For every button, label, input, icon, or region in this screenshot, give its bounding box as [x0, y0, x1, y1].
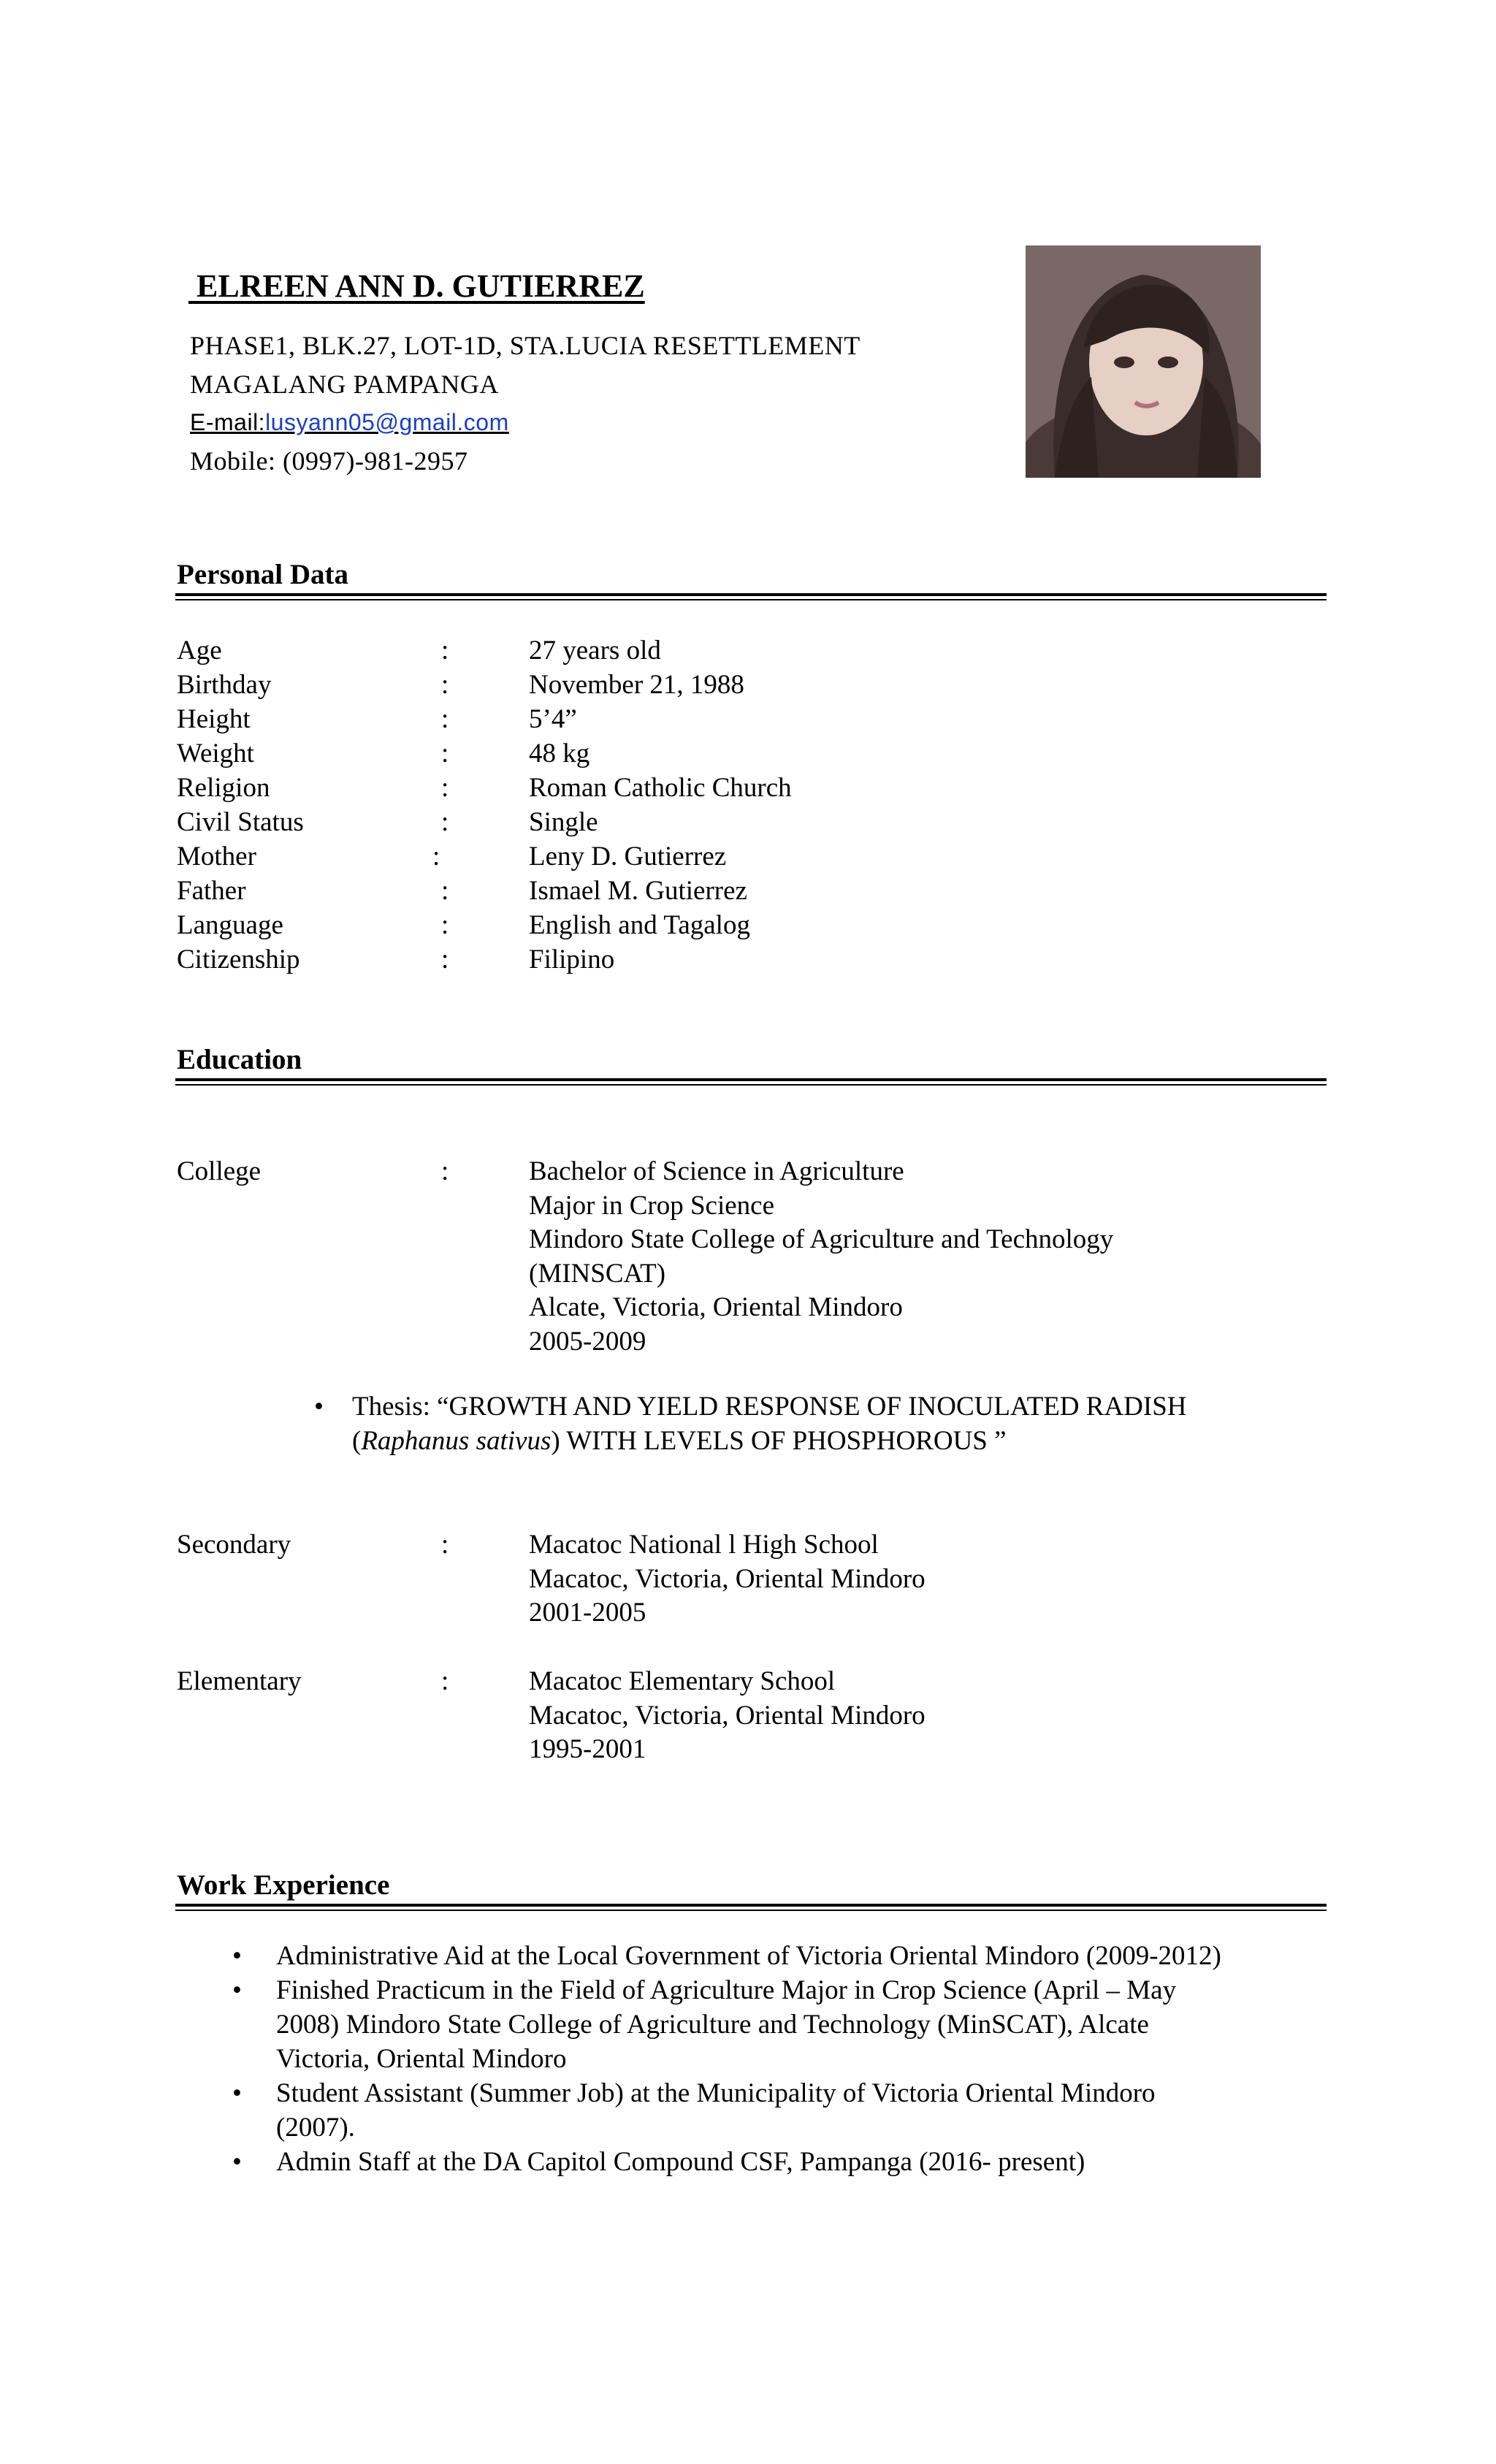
education-label: College — [177, 1156, 262, 1186]
email-line[interactable] — [190, 409, 509, 436]
address-line-2: MAGALANG PAMPANGA — [190, 370, 499, 399]
bullet-icon: • — [232, 1941, 242, 1971]
list-item: • Finished Practicum in the Field of Agriculture Major in Crop Science (April – May 2008) Mindoro State College of Agriculture and Technology (MinSCAT), Alcate Victoria, Oriental Mindoro — [232, 1973, 1328, 2076]
row-value: November 21, 1988 — [529, 670, 744, 700]
section-title-work: Work Experience — [177, 1869, 390, 1901]
row-value: Filipino — [529, 945, 615, 974]
thesis-line-1: Thesis: “GROWTH AND YIELD RESPONSE OF INOCULATED RADISH — [352, 1392, 1187, 1422]
row-label: Father — [177, 876, 246, 906]
address-line-1: PHASE1, BLK.27, LOT-1D, STA.LUCIA RESETTLEMENT — [190, 331, 860, 360]
row-value: Ismael M. Gutierrez — [529, 876, 747, 906]
education-label: Elementary — [177, 1666, 302, 1696]
row-value: Roman Catholic Church — [529, 773, 792, 803]
section-divider — [175, 593, 1327, 603]
profile-photo — [1026, 245, 1261, 478]
row-label: Age — [177, 636, 222, 665]
bullet-icon: • — [232, 2078, 242, 2108]
education-label: Secondary — [177, 1530, 291, 1560]
row-label: Civil Status — [177, 807, 304, 837]
email-link[interactable]: lusyann05@gmail.com — [265, 409, 509, 435]
row-label: Mother — [177, 842, 256, 871]
thesis-line-2: (Raphanus sativus) WITH LEVELS OF PHOSPHOROUS ” — [352, 1426, 1007, 1456]
section-title-education: Education — [177, 1044, 302, 1075]
applicant-name: ELREEN ANN D. GUTIERREZ — [196, 268, 645, 304]
row-value: 27 years old — [529, 636, 661, 665]
row-value: 5’4” — [529, 704, 577, 734]
mobile-line: Mobile: (0997)-981-2957 — [190, 446, 468, 476]
bullet-icon: • — [232, 1975, 242, 2005]
row-label: Height — [177, 704, 251, 734]
row-value: English and Tagalog — [529, 910, 750, 940]
list-item: • Administrative Aid at the Local Government of Victoria Oriental Mindoro (2009-2012) — [232, 1939, 1328, 1973]
row-label: Citizenship — [177, 945, 300, 974]
row-label: Birthday — [177, 670, 272, 700]
row-label: Religion — [177, 773, 270, 803]
section-divider — [175, 1078, 1327, 1088]
list-item: • Admin Staff at the DA Capitol Compound CSF, Pampanga (2016- present) — [232, 2145, 1328, 2179]
work-list — [232, 1939, 1328, 2179]
list-item: • Student Assistant (Summer Job) at the Municipality of Victoria Oriental Mindoro (2007). — [232, 2076, 1328, 2145]
bullet-icon: • — [232, 2147, 242, 2177]
row-value: 48 kg — [529, 739, 590, 768]
section-divider — [175, 1904, 1327, 1913]
section-title-personal: Personal Data — [177, 559, 349, 590]
row-label: Language — [177, 910, 283, 940]
row-value: Leny D. Gutierrez — [529, 842, 727, 871]
education-details: Macatoc National l High School Macatoc, Victoria, Oriental Mindoro 2001-2005 — [529, 1530, 926, 1628]
education-details: Macatoc Elementary School Macatoc, Victoria, Oriental Mindoro 1995-2001 — [529, 1666, 926, 1764]
bullet-icon: • — [314, 1392, 324, 1422]
email-label: E-mail: — [190, 409, 266, 435]
row-value: Single — [529, 807, 598, 837]
education-details: Bachelor of Science in Agriculture Major in Crop Science Mindoro State College of Agriculture and Technology (MINSCAT) Alcate, Victoria, Oriental Mindoro 2005-2009 — [529, 1156, 1114, 1357]
row-label: Weight — [177, 739, 254, 768]
